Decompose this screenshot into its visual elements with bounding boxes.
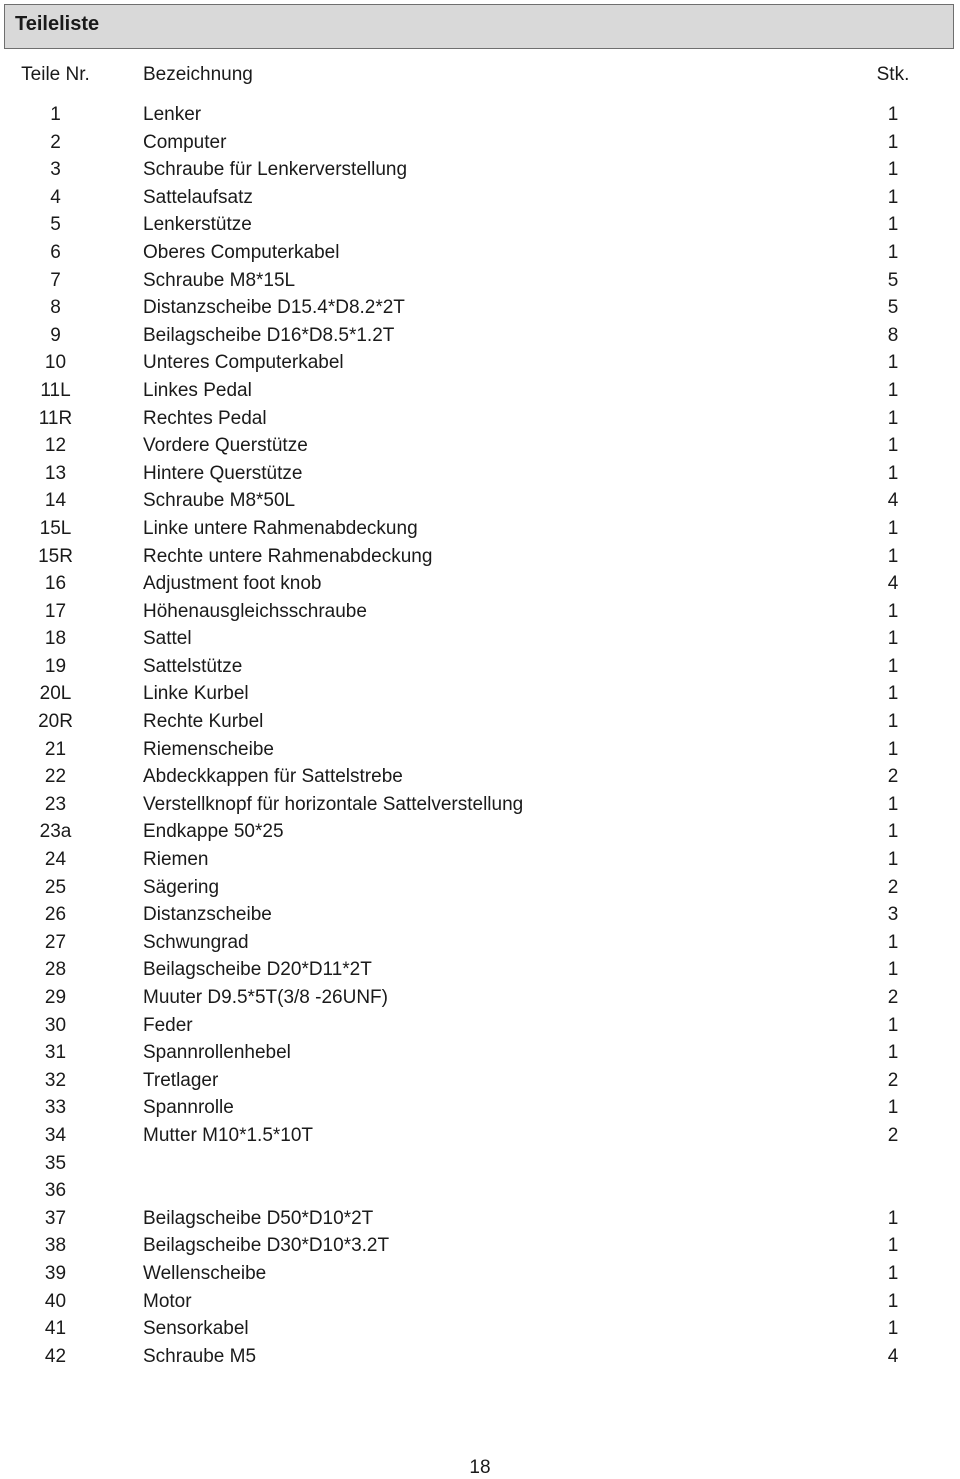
part-number: 32 [44, 1069, 67, 1091]
part-number: 9 [50, 324, 61, 346]
part-quantity: 5 [887, 297, 899, 319]
table-row [0, 766, 960, 794]
parts-table [0, 104, 960, 1373]
table-row [0, 794, 960, 822]
part-quantity: 1 [887, 462, 899, 484]
part-quantity: 2 [887, 876, 899, 898]
part-number: 14 [44, 490, 67, 512]
part-description: Rechte Kurbel [143, 711, 264, 733]
part-quantity: 1 [887, 545, 899, 567]
part-number: 27 [44, 931, 67, 953]
part-number: 23a [39, 821, 72, 843]
table-row [0, 1291, 960, 1319]
table-row [0, 1263, 960, 1291]
part-number: 7 [50, 269, 61, 291]
part-number: 37 [44, 1207, 67, 1229]
part-description: Mutter M10*1.5*10T [143, 1124, 314, 1146]
part-number: 6 [50, 241, 61, 263]
part-description: Spannrollenhebel [143, 1042, 291, 1064]
part-description: Sattel [143, 628, 192, 650]
part-quantity: 3 [887, 904, 899, 926]
part-number: 23 [44, 793, 67, 815]
part-number: 19 [44, 655, 67, 677]
table-row [0, 932, 960, 960]
part-number: 42 [44, 1345, 67, 1367]
part-number: 17 [44, 600, 67, 622]
part-description: Linkes Pedal [143, 379, 252, 401]
table-row [0, 104, 960, 132]
table-row [0, 1097, 960, 1125]
part-number: 35 [44, 1152, 67, 1174]
part-quantity: 1 [887, 711, 899, 733]
part-description: Computer [143, 131, 227, 153]
part-number: 39 [44, 1262, 67, 1284]
part-number: 21 [44, 738, 67, 760]
part-description: Sattelaufsatz [143, 186, 253, 208]
part-quantity: 1 [887, 655, 899, 677]
part-number: 5 [50, 214, 61, 236]
part-description: Riemenscheibe [143, 738, 274, 760]
part-number: 4 [50, 186, 61, 208]
table-row [0, 821, 960, 849]
part-number: 11L [40, 379, 71, 401]
part-description: Distanzscheibe [143, 904, 272, 926]
part-description: Endkappe 50*25 [143, 821, 284, 843]
table-row [0, 518, 960, 546]
part-number: 41 [44, 1318, 67, 1340]
table-row [0, 656, 960, 684]
table-row [0, 490, 960, 518]
table-row [0, 1318, 960, 1346]
part-quantity: 1 [887, 379, 899, 401]
part-number: 12 [44, 435, 67, 457]
part-quantity: 1 [887, 1318, 899, 1340]
part-description: Höhenausgleichsschraube [143, 600, 367, 622]
part-quantity: 1 [887, 186, 899, 208]
part-quantity: 2 [887, 987, 899, 1008]
table-row [0, 683, 960, 711]
table-row [0, 987, 960, 1015]
part-number: 20L [39, 683, 72, 705]
part-description: Beilagscheibe D20*D11*2T [143, 959, 372, 981]
header-quantity: Stk. [876, 64, 910, 85]
part-quantity: 1 [887, 352, 899, 374]
table-row [0, 214, 960, 242]
page-title: Teileliste [15, 13, 100, 35]
part-quantity: 4 [887, 490, 899, 512]
part-quantity: 1 [887, 1097, 899, 1119]
part-number: 10 [44, 352, 67, 374]
part-number: 3 [50, 159, 61, 181]
part-quantity: 2 [887, 766, 899, 788]
header-description: Bezeichnung [143, 64, 253, 85]
part-quantity: 1 [887, 793, 899, 815]
table-row [0, 1346, 960, 1374]
part-number: 15R [38, 545, 73, 567]
part-number: 22 [44, 766, 67, 788]
table-row [0, 1180, 960, 1208]
part-description: Oberes Computerkabel [143, 241, 340, 263]
table-row [0, 877, 960, 905]
table-row [0, 408, 960, 436]
table-row [0, 297, 960, 325]
part-quantity: 1 [887, 1014, 899, 1036]
table-row [0, 1042, 960, 1070]
part-quantity: 5 [887, 269, 899, 291]
part-number: 8 [50, 297, 61, 319]
part-description: Sensorkabel [143, 1318, 249, 1340]
part-description: Vordere Querstütze [143, 435, 308, 457]
part-description: Beilagscheibe D16*D8.5*1.2T [143, 324, 395, 346]
table-row [0, 546, 960, 574]
table-header [0, 64, 960, 90]
part-description: Muuter D9.5*5T(3/8 -26UNF) [143, 987, 388, 1008]
table-row [0, 132, 960, 160]
part-description: Feder [143, 1014, 193, 1036]
part-number: 36 [44, 1180, 67, 1202]
part-number: 28 [44, 959, 67, 981]
part-description: Unteres Computerkabel [143, 352, 344, 374]
part-quantity: 1 [887, 104, 899, 125]
table-row [0, 849, 960, 877]
table-row [0, 711, 960, 739]
table-row [0, 1125, 960, 1153]
table-row [0, 739, 960, 767]
table-row [0, 325, 960, 353]
table-row [0, 242, 960, 270]
part-number: 26 [44, 904, 67, 926]
table-row [0, 904, 960, 932]
part-description: Beilagscheibe D30*D10*3.2T [143, 1235, 390, 1257]
table-row [0, 573, 960, 601]
part-description: Schraube M8*15L [143, 269, 296, 291]
table-row [0, 187, 960, 215]
table-row [0, 435, 960, 463]
part-number: 25 [44, 876, 67, 898]
part-description: Lenker [143, 104, 202, 125]
table-row [0, 1070, 960, 1098]
part-number: 16 [44, 573, 67, 595]
part-description: Sägering [143, 876, 220, 898]
table-row [0, 270, 960, 298]
part-number: 40 [44, 1290, 67, 1312]
part-quantity: 1 [887, 683, 899, 705]
part-quantity: 1 [887, 1262, 899, 1284]
part-number: 20R [38, 711, 73, 733]
part-quantity: 1 [887, 959, 899, 981]
part-number: 15L [39, 517, 72, 539]
part-description: Lenkerstütze [143, 214, 252, 236]
part-quantity: 1 [887, 849, 899, 871]
table-row [0, 159, 960, 187]
part-description: Linke Kurbel [143, 683, 249, 705]
title-bar [4, 4, 954, 49]
part-description: Wellenscheibe [143, 1262, 267, 1284]
table-row [0, 601, 960, 629]
part-quantity: 1 [887, 214, 899, 236]
part-description: Adjustment foot knob [143, 573, 322, 595]
part-number: 38 [44, 1235, 67, 1257]
part-number: 1 [50, 104, 61, 125]
part-quantity: 4 [887, 1345, 899, 1367]
part-number: 2 [50, 131, 61, 153]
table-row [0, 628, 960, 656]
table-row [0, 463, 960, 491]
part-description: Sattelstütze [143, 655, 243, 677]
part-number: 18 [44, 628, 67, 650]
page-number: 18 [469, 1457, 491, 1478]
part-number: 33 [44, 1097, 67, 1119]
table-row [0, 1208, 960, 1236]
part-quantity: 1 [887, 738, 899, 760]
part-description: Schraube M8*50L [143, 490, 296, 512]
part-number: 31 [44, 1042, 67, 1064]
part-number: 34 [44, 1124, 67, 1146]
part-number: 29 [44, 987, 67, 1008]
part-quantity: 1 [887, 1207, 899, 1229]
part-quantity: 8 [887, 324, 899, 346]
part-number: 24 [44, 849, 67, 871]
table-row [0, 1235, 960, 1263]
table-row [0, 380, 960, 408]
part-quantity: 1 [887, 517, 899, 539]
part-description: Schraube für Lenkerverstellung [143, 159, 408, 181]
part-quantity: 1 [887, 931, 899, 953]
table-row [0, 1153, 960, 1181]
part-description: Hintere Querstütze [143, 462, 303, 484]
part-quantity: 1 [887, 821, 899, 843]
part-number: 13 [44, 462, 67, 484]
part-quantity: 1 [887, 1042, 899, 1064]
part-quantity: 2 [887, 1069, 899, 1091]
table-row [0, 352, 960, 380]
part-description: Verstellknopf für horizontale Sattelverstellung [143, 793, 524, 815]
part-quantity: 1 [887, 241, 899, 263]
part-quantity: 1 [887, 628, 899, 650]
part-quantity: 1 [887, 407, 899, 429]
part-quantity: 1 [887, 131, 899, 153]
part-description: Spannrolle [143, 1097, 234, 1119]
part-description: Schraube M5 [143, 1345, 257, 1367]
part-description: Riemen [143, 849, 209, 871]
part-description: Abdeckkappen für Sattelstrebe [143, 766, 403, 788]
table-row [0, 1015, 960, 1043]
header-part-number: Teile Nr. [21, 64, 90, 85]
part-description: Beilagscheibe D50*D10*2T [143, 1207, 374, 1229]
part-quantity: 1 [887, 1235, 899, 1257]
part-number: 30 [44, 1014, 67, 1036]
part-description: Rechte untere Rahmenabdeckung [143, 545, 433, 567]
table-row [0, 959, 960, 987]
part-quantity: 1 [887, 600, 899, 622]
part-quantity: 1 [887, 159, 899, 181]
part-quantity: 1 [887, 435, 899, 457]
part-description: Distanzscheibe D15.4*D8.2*2T [143, 297, 405, 319]
part-description: Tretlager [143, 1069, 219, 1091]
part-quantity: 2 [887, 1124, 899, 1146]
part-description: Rechtes Pedal [143, 407, 267, 429]
part-description: Schwungrad [143, 931, 249, 953]
part-number: 11R [38, 407, 73, 429]
part-description: Linke untere Rahmenabdeckung [143, 517, 418, 539]
part-quantity: 4 [887, 573, 899, 595]
part-description: Motor [143, 1290, 192, 1312]
part-quantity: 1 [887, 1290, 899, 1312]
